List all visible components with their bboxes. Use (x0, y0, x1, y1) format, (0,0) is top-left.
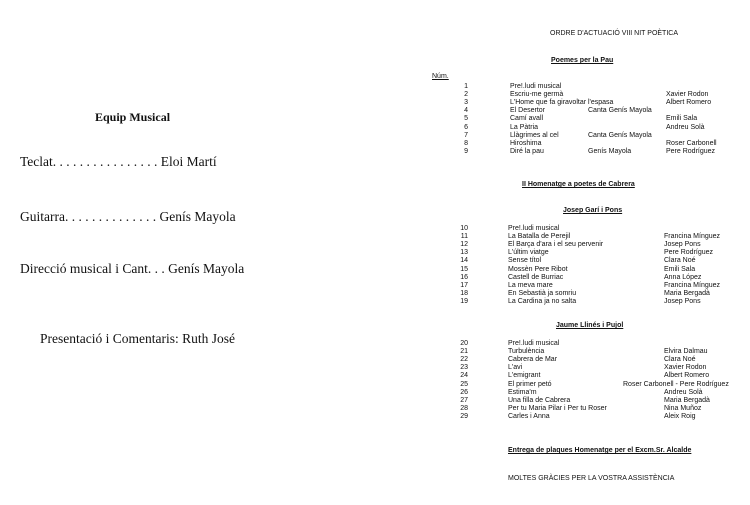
row-title: Hiroshima (510, 139, 542, 147)
row-title: Castell de Burriac (508, 273, 564, 281)
credit-label: Presentació i Comentaris: (40, 331, 179, 346)
row-number: 12 (460, 241, 468, 249)
row-title: El Barça d'ara i el seu pervenir (508, 241, 604, 249)
row-number: 23 (460, 364, 468, 372)
row-author: Josep Pons (664, 241, 701, 249)
row-author: Francina Mínguez (664, 233, 721, 241)
program-row (0, 381, 750, 389)
program-row (0, 282, 750, 290)
row-number: 17 (460, 281, 468, 289)
program-row (0, 249, 750, 257)
credit-keyboard (20, 154, 217, 170)
credit-name: Genís Mayola (168, 261, 245, 276)
section3-subtitle: Jaume Llinés i Pujol (556, 322, 624, 329)
row-author: Clara Noé (664, 356, 696, 364)
row-title: L'avi (508, 364, 523, 372)
row-author: Emili Sala (666, 115, 698, 123)
program-row (0, 148, 750, 156)
program-row (0, 266, 750, 274)
row-author: Andreu Solà (664, 388, 703, 396)
row-number: 14 (460, 257, 468, 265)
row-title: El Desertor (510, 107, 546, 115)
program-row (0, 233, 750, 241)
program-row (0, 405, 750, 413)
credit-name: Eloi Martí (160, 154, 217, 169)
row-number: 15 (460, 265, 468, 273)
row-number: 4 (464, 107, 468, 115)
section2-title: II Homenatge a poetes de Cabrera (522, 181, 635, 188)
row-title: L'últim viatge (508, 249, 549, 257)
program-row (0, 241, 750, 249)
program-row (0, 290, 750, 298)
program-row (0, 115, 750, 123)
row-number: 11 (460, 233, 468, 241)
row-title: Diré la pau (510, 147, 544, 155)
row-number: 26 (460, 388, 468, 396)
program-row (0, 348, 750, 356)
row-title: Escriu-me germà (510, 91, 564, 99)
credit-name: Ruth José (182, 331, 235, 346)
equip-musical-title: Equip Musical (95, 110, 171, 124)
program-row (0, 91, 750, 99)
row-author: Maria Bergadà (664, 289, 710, 297)
program-header: ORDRE D'ACTUACIÓ VIII NIT POÈTICA (550, 30, 678, 37)
program-row (0, 356, 750, 364)
row-performer: Canta Genís Mayola (588, 131, 652, 139)
row-number: 13 (460, 249, 468, 257)
row-author: Clara Noé (664, 257, 696, 265)
row-author: Francina Mínguez (664, 281, 721, 289)
program-row (0, 99, 750, 107)
program-row (0, 298, 750, 306)
row-number: 5 (464, 115, 468, 123)
row-number: 10 (460, 225, 468, 232)
credit-label: Direcció musical i Cant. . . (20, 261, 165, 276)
row-title: Camí avall (510, 115, 544, 123)
row-performer: Genís Mayola (588, 147, 632, 155)
row-title: L'emigrant (508, 372, 541, 380)
row-title: Llàgrimes al cel (510, 131, 559, 139)
thanks-line: MOLTES GRÀCIES PER LA VOSTRA ASSISTÈNCIA (508, 475, 675, 482)
row-number: 9 (464, 147, 468, 155)
program-row (0, 372, 750, 380)
row-number: 28 (460, 404, 468, 412)
credit-label: Guitarra. . . . . . . . . . . . . . (20, 209, 157, 224)
program-row (0, 413, 750, 421)
row-number: 8 (464, 139, 468, 147)
row-number: 16 (460, 273, 468, 281)
row-number: 29 (460, 412, 468, 420)
credit-guitar (20, 209, 236, 225)
row-title: En Sebastià ja somriu (508, 289, 577, 297)
row-title: La meva mare (508, 281, 553, 289)
row-title: La Pàtria (510, 123, 539, 131)
row-author: Josep Pons (664, 297, 701, 305)
row-author: Maria Bergadà (664, 396, 710, 404)
row-author: Elvira Dalmau (664, 348, 708, 356)
credit-label: Teclat. . . . . . . . . . . . . . . . (20, 154, 158, 169)
row-title: Turbulència (508, 348, 545, 356)
row-author: Anna López (664, 273, 702, 281)
section2-subtitle: Josep Garí i Pons (563, 207, 623, 214)
row-title: Per tu Maria Pilar i Per tu Roser (508, 404, 607, 412)
row-number: 1 (464, 83, 468, 90)
row-number: 24 (460, 372, 468, 380)
number-column-label: Núm. (432, 73, 449, 80)
row-title: Carles i Anna (508, 412, 550, 420)
row-title: Sense títol (508, 257, 542, 265)
row-number: 7 (464, 131, 468, 139)
row-title: Estima'm (508, 388, 537, 396)
row-author: Andreu Solà (666, 123, 705, 131)
row-title: La Cardina ja no salta (508, 297, 577, 305)
program-row (0, 124, 750, 132)
row-author: Nina Muñoz (664, 404, 702, 412)
program-row (0, 83, 750, 91)
row-title: Pre!.ludi musical (508, 225, 560, 232)
program-row (0, 257, 750, 265)
row-author: Roser Carbonell (666, 139, 717, 147)
row-author: Roser Carbonell - Pere Rodríguez (623, 380, 729, 388)
row-number: 18 (460, 289, 468, 297)
row-number: 19 (460, 297, 468, 305)
row-author: Emili Sala (664, 265, 696, 273)
row-number: 21 (460, 348, 468, 356)
program-row (0, 397, 750, 405)
row-title: Pre!.ludi musical (510, 83, 562, 90)
row-title: La Batalla de Perejil (508, 233, 571, 241)
program-row (0, 132, 750, 140)
row-author: Albert Romero (664, 372, 710, 380)
row-author: Pere Rodríguez (664, 249, 714, 257)
row-number: 25 (460, 380, 468, 388)
row-title: Pre!.ludi musical (508, 340, 560, 347)
row-title: El primer petó (508, 380, 552, 388)
row-author: Albert Romero (666, 99, 712, 107)
program-row (0, 107, 750, 115)
row-author: Aleix Roig (664, 412, 696, 420)
row-performer: Canta Genís Mayola (588, 107, 652, 115)
row-title: L'Home que fa giravoltar l'espasa (510, 99, 614, 107)
row-author: Xavier Rodon (664, 364, 707, 372)
row-author: Pere Rodríguez (666, 147, 716, 155)
row-title: Mossèn Pere Ribot (508, 265, 568, 273)
row-number: 22 (460, 356, 468, 364)
program-row (0, 364, 750, 372)
row-title: Cabrera de Mar (508, 356, 558, 364)
section1-title: Poemes per la Pau (551, 57, 614, 64)
closing-line: Entrega de plaques Homenatge per el Excm.Sr. Alcalde (508, 447, 692, 454)
row-title: Una filla de Cabrera (508, 396, 571, 404)
row-number: 2 (464, 91, 468, 99)
credit-name: Genís Mayola (159, 209, 236, 224)
row-number: 20 (460, 340, 468, 347)
program-row (0, 340, 750, 348)
program-row (0, 140, 750, 148)
program-row (0, 274, 750, 282)
row-number: 6 (464, 123, 468, 131)
row-author: Xavier Rodon (666, 91, 709, 99)
program-row (0, 225, 750, 233)
row-number: 3 (464, 99, 468, 107)
row-number: 27 (460, 396, 468, 404)
program-row (0, 389, 750, 397)
